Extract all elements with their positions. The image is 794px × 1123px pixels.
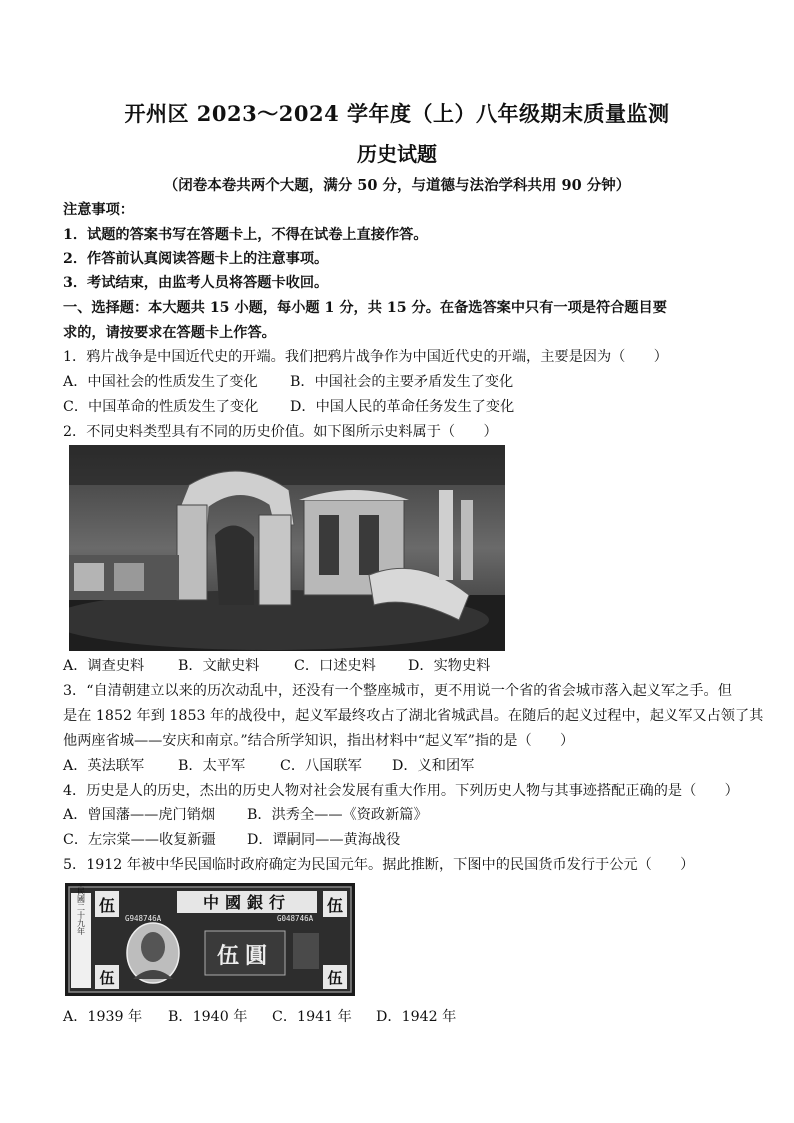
banknote-bank-name: 中國銀行 (202, 893, 292, 912)
q5-option-d: D．1942 年 (376, 1009, 457, 1025)
banknote-side-text: 中華民國二十九年 (76, 883, 86, 935)
exam-subject: 历史试题 (357, 142, 437, 166)
question-5-stem: 5．1912 年被中华民国临时政府确定为民国元年。据此推断，下图中的民国货币发行于公元（ ） (63, 857, 695, 873)
banknote-corner-tr: 伍 (326, 896, 344, 915)
question-3-line: 3．“自清朝建立以来的历次动乱中，还没有一个整座城市，更不用说一个省的省会城市落入起义军之手。但 (63, 683, 732, 699)
yuanmingyuan-ruins-photo (69, 445, 505, 651)
note-item: 3．考试结束，由监考人员将答题卡收回。 (63, 275, 329, 291)
q2-option-a: A．调查史料 (63, 658, 145, 674)
q4-option-c: C．左宗棠——收复新疆 (63, 832, 216, 848)
exam-subtitle: （闭卷本卷共两个大题，满分 50 分，与道德与法治学科共用 90 分钟） (163, 177, 631, 194)
q4-option-a: A．曾国藩——虎门销烟 (63, 807, 216, 823)
q3-option-a: A．英法联军 (63, 758, 145, 774)
banknote-serial-left: G948746A (125, 914, 162, 923)
question-4-stem: 4．历史是人的历史，杰出的历史人物对社会发展有重大作用。下列历史人物与其事迹搭配正确的是（ ） (63, 783, 739, 799)
banknote-corner-br: 伍 (327, 969, 343, 987)
banknote-corner-bl: 伍 (99, 969, 115, 987)
q3-option-c: C．八国联军 (280, 758, 362, 774)
section-heading-line1: 一、选择题：本大题共 15 小题，每小题 1 分，共 15 分。在备选答案中只有一项是符合题目要 (63, 300, 667, 316)
exam-title: 开州区 2023～2024 学年度（上）八年级期末质量监测 (124, 101, 670, 126)
note-item: 1．试题的答案书写在答题卡上，不得在试卷上直接作答。 (63, 227, 428, 243)
question-1-stem: 1．鸦片战争是中国近代史的开端。我们把鸦片战争作为中国近代史的开端，主要是因为（ ） (63, 349, 668, 365)
banknote-image (65, 883, 355, 996)
q3-option-d: D．义和团军 (392, 758, 475, 774)
q5-option-c: C．1941 年 (272, 1009, 352, 1025)
banknote-value: 伍圓 (216, 943, 274, 969)
banknote-serial-right: G048746A (277, 914, 314, 923)
question-3-line: 他两座省城——安庆和南京。”结合所学知识，指出材料中“起义军”指的是（ ） (63, 733, 575, 749)
q1-option-d: D．中国人民的革命任务发生了变化 (290, 399, 515, 415)
banknote-corner-tl: 伍 (98, 896, 116, 915)
note-item: 2．作答前认真阅读答题卡上的注意事项。 (63, 251, 329, 267)
q3-option-b: B．太平军 (178, 758, 246, 774)
q5-option-a: A．1939 年 (63, 1009, 143, 1025)
notes-heading: 注意事项： (63, 202, 134, 218)
q2-option-d: D．实物史料 (408, 658, 491, 674)
q2-option-b: B．文献史料 (178, 658, 260, 674)
q1-option-a: A．中国社会的性质发生了变化 (63, 374, 258, 390)
q1-option-c: C．中国革命的性质发生了变化 (63, 399, 259, 415)
question-3-line: 是在 1852 年到 1853 年的战役中，起义军最终攻占了湖北省城武昌。在随后的起义过程中，起义军又占领了其 (63, 708, 764, 724)
q5-option-b: B．1940 年 (168, 1009, 248, 1025)
q2-option-c: C．口述史料 (294, 658, 376, 674)
q4-option-b: B．洪秀全——《资政新篇》 (247, 807, 428, 823)
section-heading-line2: 求的，请按要求在答题卡上作答。 (63, 325, 276, 341)
question-2-stem: 2．不同史料类型具有不同的历史价值。如下图所示史料属于（ ） (63, 424, 498, 440)
q1-option-b: B．中国社会的主要矛盾发生了变化 (290, 374, 514, 390)
q4-option-d: D．谭嗣同——黄海战役 (247, 832, 401, 848)
